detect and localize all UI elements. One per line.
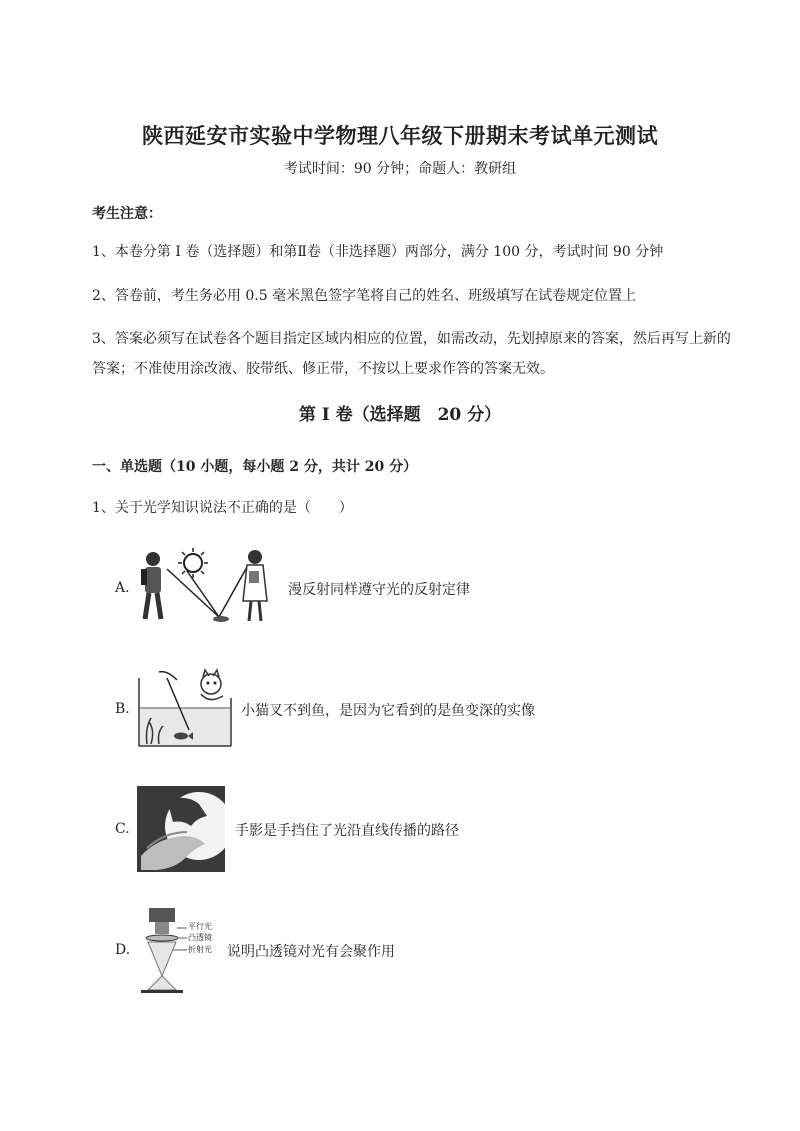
exam-info: 考试时间：90 分钟；命题人：教研组 [283, 161, 517, 177]
diffuse-reflection-image [137, 545, 275, 625]
hand-shadow-image [137, 786, 225, 872]
option-b-letter: B. [115, 701, 130, 717]
option-d-letter: D. [115, 942, 131, 958]
notes-heading: 考生注意： [92, 206, 162, 222]
lens-label: 平行光 [188, 922, 212, 931]
option-a-text: 漫反射同样遵守光的反射定律 [288, 582, 470, 598]
page-title: 陕西延安市实验中学物理八年级下册期末考试单元测试 [142, 123, 658, 148]
lens-label: 凸透镜 [188, 933, 212, 942]
option-d-text: 说明凸透镜对光有会聚作用 [227, 944, 395, 960]
part-heading: 一、单选题（10 小题，每小题 2 分，共计 20 分） [92, 459, 418, 475]
note-item: 3、答案必须写在试卷各个题目指定区域内相应的位置，如需改动，先划掉原来的答案，然后再写上新的答案；不准使用涂改液、胶带纸、修正带，不按以上要求作答的答案无效。 [92, 331, 731, 377]
option-c-text: 手影是手挡住了光沿直线传播的路径 [235, 823, 459, 839]
option-a-letter: A. [115, 580, 130, 596]
note-item: 2、答卷前，考生务必用 0.5 毫米黑色签字笔将自己的姓名、班级填写在试卷规定位置上 [92, 288, 637, 304]
note-item: 1、本卷分第 I 卷（选择题）和第Ⅱ卷（非选择题）两部分，满分 100 分，考试时间 90 分钟 [92, 244, 664, 260]
option-b-text: 小猫叉不到鱼，是因为它看到的是鱼变深的实像 [241, 703, 535, 719]
cat-fishing-image [137, 668, 233, 748]
lens-label: 折射光 [188, 945, 212, 954]
convex-lens-image [137, 906, 219, 994]
section-title: 第 I 卷（选择题 20 分） [298, 405, 502, 425]
option-c-letter: C. [115, 821, 130, 837]
question-stem: 1、关于光学知识说法不正确的是（ ） [92, 500, 353, 516]
